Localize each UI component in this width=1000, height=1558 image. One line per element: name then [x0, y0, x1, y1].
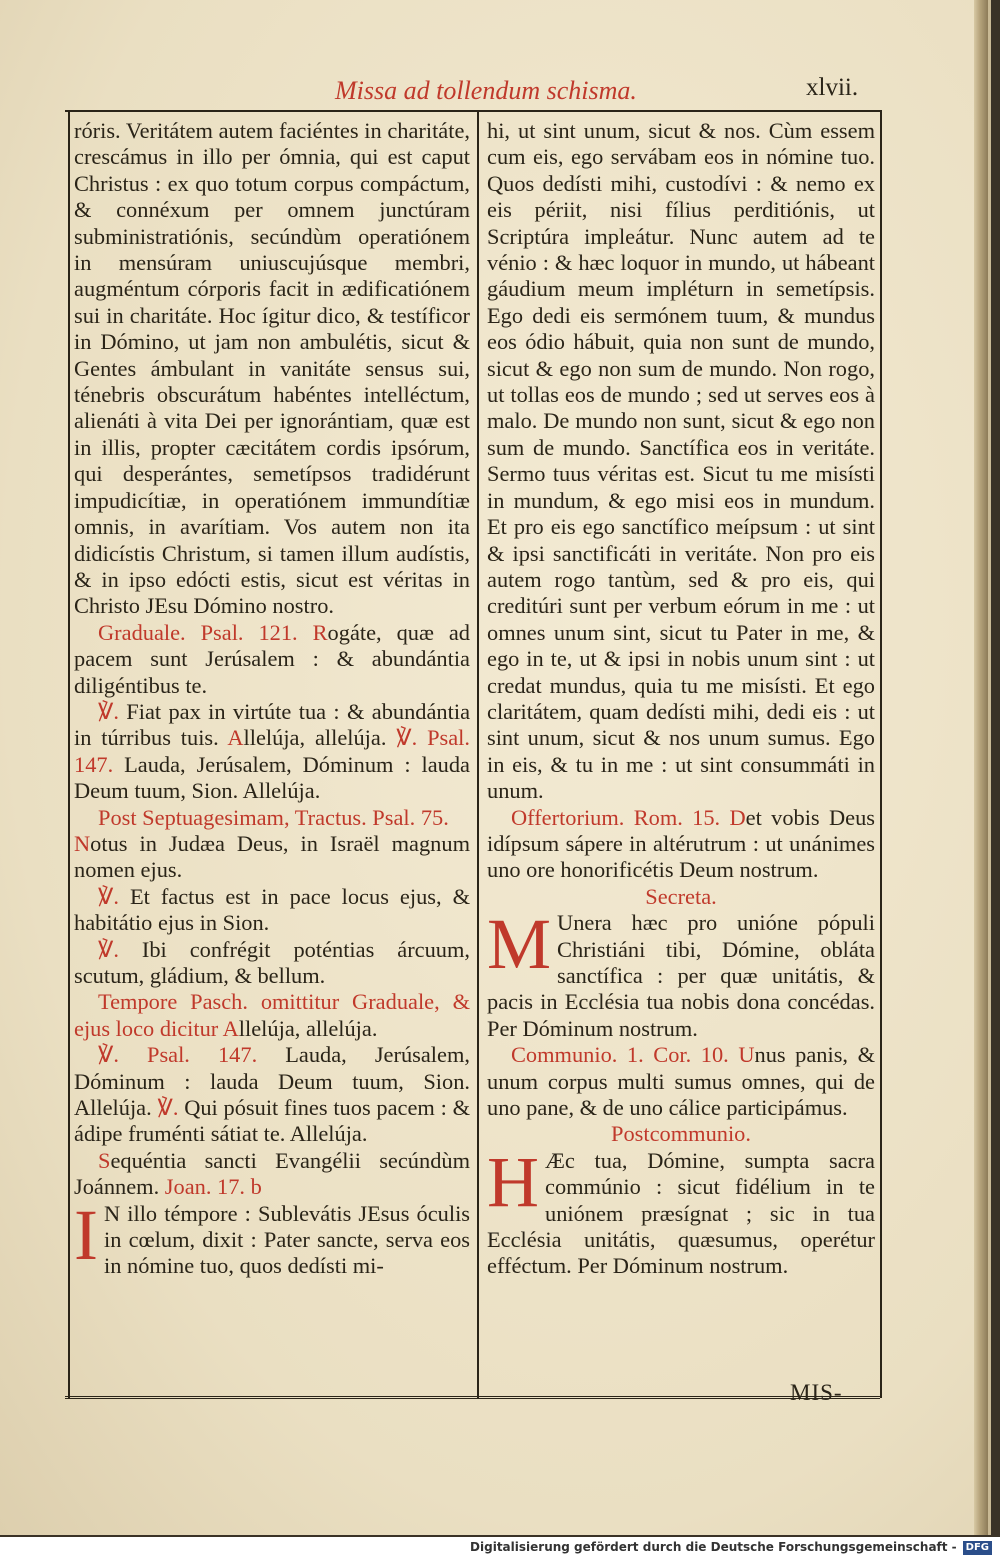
left-column-rule	[68, 110, 70, 1398]
rubric-text: ℣. Psal. 147.	[98, 1042, 286, 1068]
paragraph-versicle	[74, 699, 470, 805]
body-text: hi, ut sint unum, sicut & nos. Cùm essem cum eis, ego servábam eos in nómine tuo. Quos dedísti mihi, custodívi : & nemo ex eis périit, nisi fílius perditiónis, ut Scriptúra impleátur. Nunc autem ad te vénio : & hæc loquor in mundo, ut hábeant gáudium meum impléturn in semetípsis. Ego dedi eis sermónem tuum, & mundus eos ódio hábuit, quia non sunt de mundo, sicut & ego non sum de mundo. Non rogo, ut tollas eos de mundo ; sed ut serves eos à malo. De mundo non sunt, sicut & ego non sum de mundo. Sanctífica eos in veritáte. Sermo tuus véritas est. Sicut tu me misísti in mundum, & ego misi eos in mundum. Et pro eis ego sanctífico meípsum : ut sint & ipsi sanctificáti in veritáte. Non pro eis autem rogo tantùm, sed & pro eis, qui creditúri sunt per verbum eórum in me : ut omnes unum sint, sicut tu Pater in me, & ego in te, ut & ipsi in nobis unum sint : ut credat mundus, quia tu me misísti. Et ego claritátem, quam dedísti mihi, dedi eis : ut sint unum, sicut & nos unum sumus. Ego in eis, & tu in me : ut sint consummáti in unum.	[487, 118, 875, 804]
rubric-text: ℣.	[98, 936, 142, 962]
digitization-footer	[0, 1537, 1000, 1558]
dfg-logo: DFG	[963, 1541, 992, 1555]
paragraph-rubric-indent	[487, 1042, 875, 1121]
folio-number: xlvii.	[806, 74, 859, 101]
rubric-text: Tempore Pasch. omittitur Graduale, & ejus loco dicitur A	[74, 989, 470, 1041]
top-rule	[65, 110, 880, 112]
body-text: Lauda, Jerúsalem, Dóminum : lauda Deum tuum, Sion. Allelúja.	[74, 751, 470, 804]
paragraph-versicle	[74, 937, 470, 990]
rubric-text: S	[98, 1147, 111, 1173]
body-text: ogáte, quæ ad pacem sunt Jerúsalem : & abundántia diligéntibus te.	[74, 619, 470, 698]
paragraph-initial	[74, 831, 470, 884]
body-text: Æc tua, Dómine, sumpta sacra commúnio : sicut fidélium in te uniónem præsígnat ; sic in tua Ecclésia unitátis, quæsumus, operétur efféctum. Per Dóminum nostrum.	[487, 1147, 875, 1279]
body-text: Ibi confrégit poténtias árcuum, scutum, gládium, & bellum.	[74, 936, 470, 988]
body-text: Unera hæc pro unióne pópuli Christiáni tibi, Dómine, obláta sanctífica : per quæ unitátis, & pacis in Ecclésia tua nobis dona concédas. Per Dóminum nostrum.	[487, 910, 875, 1041]
paragraph-rubric-center	[487, 1121, 875, 1147]
rubric-text: ℣.	[98, 883, 130, 909]
rubric-text: Graduale. Psal. 121. R	[98, 619, 328, 645]
body-text: equéntia sancti Evangélii secúndùm Joánnem.	[74, 1147, 470, 1200]
body-text: Et factus est in pace locus ejus, & habitátio ejus in Sion.	[74, 883, 471, 936]
paragraph-dropcap	[487, 904, 875, 1042]
body-text: nus panis, & unum corpus multi sumus omnes, qui de uno pane, & de uno cálice participámus.	[487, 1042, 875, 1121]
body-text: Fiat pax in virtúte tua : & abundántia in túrribus tuis.	[74, 698, 471, 751]
rubric-text: ℣.	[157, 1095, 185, 1121]
body-text: llelúja, allelúja.	[243, 725, 397, 751]
body-text: Lauda, Jerúsalem, Dóminum : lauda Deum tuum, Sion. Allelúja.	[74, 1042, 470, 1121]
footer-text: Digitalisierung gefördert durch die Deutsche Forschungsgemeinschaft -	[470, 1540, 957, 1554]
rubric-text: N	[74, 830, 91, 856]
page-edge	[974, 0, 988, 1535]
rubric-text: Secreta.	[645, 883, 717, 909]
center-column-rule	[477, 110, 479, 1398]
rubric-text: ℣. Psal. 147.	[74, 725, 470, 777]
body-text: N illo témpore : Sublevátis JEsus óculis in cœlum, dixit : Pater sancte, serva eos in nómine tuo, quos dedísti mi-	[103, 1200, 470, 1279]
body-text: llelúja, allelúja.	[238, 1015, 378, 1041]
paragraph-normal	[487, 118, 875, 805]
paragraph-versicle	[74, 884, 470, 937]
rubric-text: Offertorium. Rom. 15. D	[511, 804, 746, 830]
right-column-rule	[880, 110, 882, 1398]
bottom-rule	[65, 1396, 880, 1402]
paragraph-normal	[74, 118, 470, 620]
paragraph-dropcap	[74, 1194, 470, 1280]
paragraph-versicle	[74, 1042, 470, 1148]
body-text: otus in Judæa Deus, in Israël magnum nomen ejus.	[74, 830, 470, 883]
rubric-text: Post Septuagesimam, Tractus. Psal. 75.	[98, 804, 449, 830]
paragraph-dropcap	[487, 1141, 875, 1280]
body-text: Qui pósuit fines tuos pacem : & ádipe fruménti sátiat te. Allelúja.	[74, 1095, 471, 1147]
initial-letter: I	[74, 1194, 98, 1275]
left-column	[74, 118, 470, 1280]
rubric-text: Joan. 17. b	[164, 1174, 262, 1200]
paragraph-rubric-indent	[487, 805, 875, 884]
initial-letter: H	[487, 1141, 539, 1222]
rubric-text: ℣.	[98, 698, 127, 724]
paragraph-rubric-indent	[74, 989, 470, 1042]
rubric-text: Communio. 1. Cor. 10. U	[511, 1042, 755, 1068]
paragraph-rubric-heading	[74, 805, 470, 831]
paragraph-rubric-indent	[74, 620, 470, 699]
paragraph-gospel-heading	[74, 1148, 470, 1201]
initial-letter: M	[487, 904, 552, 985]
body-text: róris. Veritátem autem faciéntes in charitáte, crescámus in illo per ómnia, qui est caput Christus : ex quo totum corpus compáctum, & connéxum per omnem junctúram subministratiónis, secúndùm operatiónem in mensúram uniuscujúsque membri, augméntum córporis facit in ædificatiónem sui in charitáte. Hoc ígitur dico, & testíficor in Dómino, ut jam non ambulétis, sicut & Gentes ámbulant in vanitáte sensus sui, ténebris obscurátum habéntes intelléctum, alienáti à vita Dei per ignorántiam, quæ est in illis, propter cæcitátem cordis ipsórum, qui desperántes, semetípsos tradidérunt impudicítiæ, in operatiónem immundítiæ omnis, in avarítiam. Vos autem non ita didicístis Christum, si tamen illum audístis, & in ipso edócti estis, sicut est véritas in Christo JEsu Dómino nostro.	[74, 118, 470, 619]
body-text: et vobis Deus idípsum sápere in altérutrum : ut unánimes uno ore honorificétis Deum nostrum.	[487, 804, 875, 883]
right-column	[487, 118, 875, 1280]
catchword: MIS-	[790, 1380, 843, 1405]
rubric-text: Postcommunio.	[611, 1121, 751, 1147]
running-title: Missa ad tollendum schisma.	[335, 76, 637, 105]
rubric-text: A	[227, 725, 244, 751]
